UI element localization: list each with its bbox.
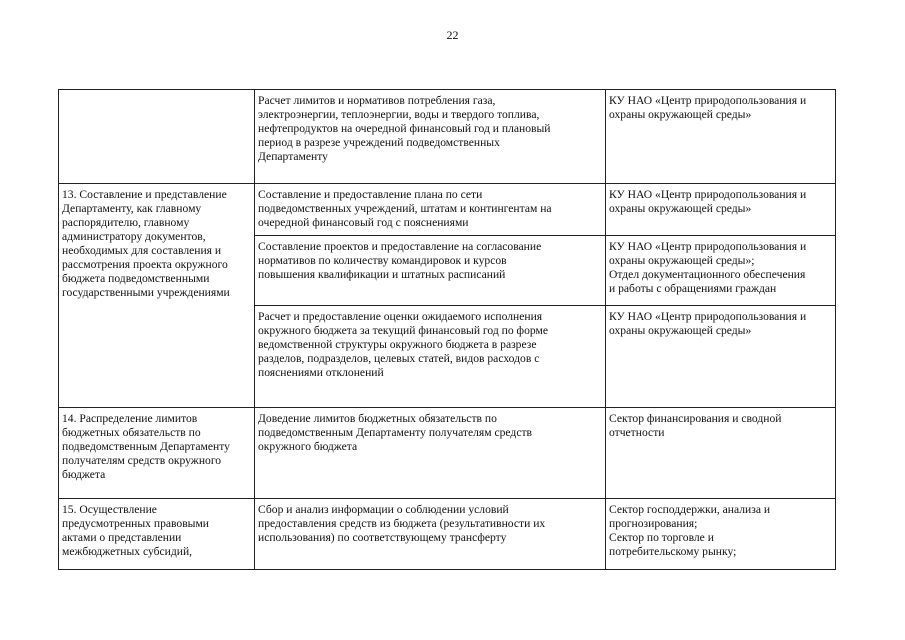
step-cell: 14. Распределение лимитов бюджетных обязательств по подведомственным Департаменту получателям средств окружного бюджета: [59, 408, 255, 499]
action-cell: Составление проектов и предоставление на согласование нормативов по количеству командировок и курсов повышения квалификации и штатных расписаний: [255, 236, 606, 306]
action-cell: Расчет и предоставление оценки ожидаемого исполнения окружного бюджета за текущий финансовый год по форме ведомственной структуры окружного бюджета в разрезе разделов, подразделов, целевых статей, видов расходов с пояснениями отклонений: [255, 306, 606, 408]
responsible-cell: КУ НАО «Центр природопользования и охраны окружающей среды»: [606, 90, 836, 184]
table-row: [59, 499, 836, 570]
table-row: [59, 408, 836, 499]
table-row: [59, 184, 836, 236]
action-cell: Доведение лимитов бюджетных обязательств по подведомственным Департаменту получателям средств окружного бюджета: [255, 408, 606, 499]
table-row: [59, 90, 836, 184]
action-cell: Сбор и анализ информации о соблюдении условий предоставления средств из бюджета (результативности их использования) по соответствующему трансферту: [255, 499, 606, 570]
step-cell: 15. Осуществление предусмотренных правовыми актами о представлении межбюджетных субсидий,: [59, 499, 255, 570]
responsible-cell: Сектор финансирования и сводной отчетности: [606, 408, 836, 499]
procedure-table: [58, 89, 836, 570]
page-number: 22: [446, 28, 459, 42]
responsible-cell: КУ НАО «Центр природопользования и охраны окружающей среды»: [606, 306, 836, 408]
responsible-cell: Сектор господдержки, анализа и прогнозирования; Сектор по торговле и потребительскому рынку;: [606, 499, 836, 570]
action-cell: Составление и предоставление плана по сети подведомственных учреждений, штатам и контингентам на очередной финансовый год с пояснениями: [255, 184, 606, 236]
action-cell: Расчет лимитов и нормативов потребления газа, электроэнергии, теплоэнергии, воды и твердого топлива, нефтепродуктов на очередной финансовый год и плановый период в разрезе учреждений подведомственных Департаменту: [255, 90, 606, 184]
step-cell: [59, 90, 255, 184]
step-cell: 13. Составление и представление Департаменту, как главному распорядителю, главному администратору документов, необходимых для составления и рассмотрения проекта окружного бюджета подведомственными государственными учреждениями: [59, 184, 255, 408]
responsible-cell: КУ НАО «Центр природопользования и охраны окружающей среды»: [606, 184, 836, 236]
responsible-cell: КУ НАО «Центр природопользования и охраны окружающей среды»; Отдел документационного обеспечения и работы с обращениями граждан: [606, 236, 836, 306]
